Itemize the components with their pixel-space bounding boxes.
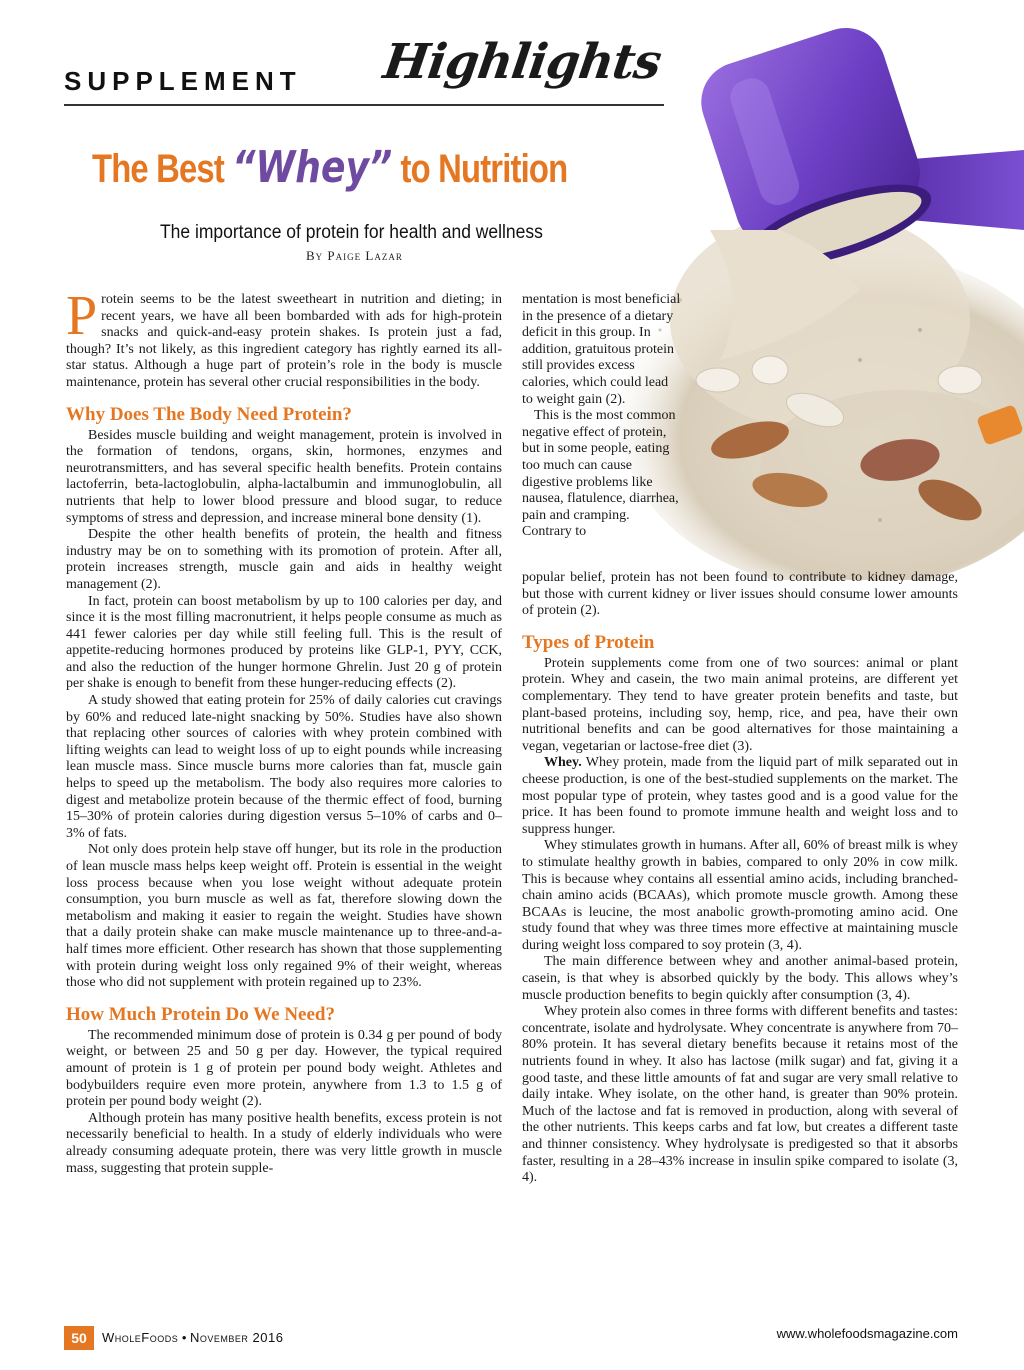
- paragraph: Whey stimulates growth in humans. After all, 60% of breast milk is whey to stimulate healthy growth in babies, compared to only 20% in cow milk. This is because whey contains all essential amino acids, including branched-chain amino acids (BCAAs), which promote muscle growth. Among these BCAAs is leucine, the most anabolic growth-promoting amino acid. One study found that whey was three times more effective at maintaining muscle during weight loss compared to soy protein (3, 4).: [522, 838, 958, 953]
- page-number: 50: [64, 1326, 94, 1350]
- paragraph: This is the most common negative effect of protein, but in some people, eating too much can cause digestive problems like nausea, flatulence, diarrhea, pain and cramping. Contrary to: [522, 408, 679, 540]
- magazine-name: WholeFoods: [102, 1330, 179, 1345]
- byline: By Paige Lazar: [306, 248, 403, 263]
- paragraph: Whey protein also comes in three forms with different benefits and tastes: concentrate, isolate and hydrolysate. Whey concentrate is anywhere from 70–80% protein. It has several dietary benefits because it retains most of the nutrients found in whey. It also has lactose (milk sugar) and fat, giving it a good taste, and these little amounts of fat and sugar are very small relative to daily intake. Whey isolate, on the other hand, is greater than 90% protein. Much of the lactose and fat is removed in production, along with several of the other nutrients. This keeps carbs and fat low, but creates a different taste and thinner consistency. Whey hydrolysate is predigested so that it absorbs faster, resulting in a 28–43% increase in insulin spike compared to isolate (3, 4).: [522, 1004, 958, 1186]
- paragraph-whey: Whey. Whey protein, made from the liquid part of milk separated out in cheese production, is one of the best-studied supplements on the market. The most popular type of protein, whey tastes good and is a good value for the price. It has been found to promote immune health and weight loss and to suppress hunger.: [522, 755, 958, 837]
- paragraph: The recommended minimum dose of protein is 0.34 g per pound of body weight, or between 25 and 50 g per day. However, the typical required amount of protein is 1 g of protein per pound body weight. Athletes and bodybuilders require even more protein, anywhere from 1.3 to 1.5 g of protein per pound body weight (2).: [66, 1027, 502, 1110]
- whey-lead: Whey.: [544, 755, 582, 771]
- title-part-before: The Best: [92, 147, 233, 191]
- intro-paragraph: Protein seems to be the latest sweetheart in nutrition and dieting; in recent years, we have all been bombarded with ads for high-protein snacks and quick-and-easy protein shakes. Is protein just a fad, though? It’s not likely, as this ingredient category has rightly earned its all-star status. Although a huge part of protein’s role in the body is muscle maintenance, protein has several other crucial responsibilities in the body.: [66, 285, 502, 390]
- footer-magazine: [102, 1330, 283, 1345]
- paragraph: Besides muscle building and weight management, protein is involved in the formation of tendons, organs, skin, hormones, enzymes and neurotransmitters, and has several specific health benefits. Protein contains lactoferrin, beta-lactoglobulin, alpha-lactalbumin and immunoglobulin, all nutrients that help to lower blood pressure and blood sugar, to reduce symptoms of stress and depression, and increase mineral bone density (1).: [66, 427, 502, 526]
- title-highlight: “Whey”: [232, 142, 393, 193]
- heading-types-of-protein: Types of Protein: [522, 631, 655, 653]
- heading-why-need-protein: Why Does The Body Need Protein?: [66, 403, 352, 425]
- paragraph: popular belief, protein has not been found to contribute to kidney damage, but those with current kidney or liver issues should consume lower amounts of protein (2).: [522, 570, 958, 619]
- drop-cap: P: [66, 285, 98, 347]
- header-divider: [64, 104, 664, 106]
- footer-url[interactable]: www.wholefoodsmagazine.com: [776, 1326, 958, 1341]
- issue-date: November 2016: [190, 1330, 284, 1345]
- right-column-narrow: [522, 292, 682, 541]
- paragraph: Although protein has many positive health benefits, excess protein is not necessarily beneficial to health. In a study of elderly individuals who were already consuming adequate protein, there was very little growth in muscle mass, suggesting that protein supple-: [66, 1110, 502, 1176]
- paragraph: In fact, protein can boost metabolism by up to 100 calories per day, and since it is the most filling macronutrient, it helps people consume as much as 441 fewer calories per day while still feeling full. This is the result of appetite-reducing hormones produced by proteins like GLP-1, PYY, CCK, and also the reduction of the hunger hormone Ghrelin. Just 20 g of protein per shake is enough to benefit from these hunger-reducing effects (2).: [66, 593, 502, 692]
- paragraph: mentation is most beneficial in the presence of a dietary deficit in this group. In addition, gratuitous protein still provides excess calories, which could lead to weight gain (2).: [522, 292, 681, 407]
- paragraph: The main difference between whey and another animal-based protein, casein, is that whey is absorbed quickly by the body. This allows whey’s muscle production benefits to begin quickly after consumption (3, 4).: [522, 954, 958, 1003]
- heading-how-much-protein: How Much Protein Do We Need?: [66, 1003, 335, 1025]
- article-title: [92, 142, 567, 193]
- paragraph: A study showed that eating protein for 25% of daily calories cut cravings by 60% and reduced late-night snacking by 50%. Studies have also shown that replacing other sources of calories with whey protein combined with lifting weights can lead to weight loss of up to eight pounds while increasing lean muscle mass. Since muscle burns more calories than fat, muscle gain helps to speed up the metabolism. The body also requires more calories to digest and metabolize protein because of the thermic effect of food, burning 15–30% of protein calories during digestion versus 5–10% of carbs and 0–3% of fats.: [66, 693, 502, 841]
- left-column: [66, 285, 502, 1177]
- title-part-after: to Nutrition: [392, 147, 568, 191]
- paragraph: Despite the other health benefits of protein, the health and fitness industry may be on to something with its promotion of protein. After all, protein increases strength, muscle gain and aids in healthy weight management (2).: [66, 527, 502, 592]
- paragraph: Protein supplements come from one of two sources: animal or plant protein. Whey and casein, the two main animal proteins, are different yet complementary. They tend to have greater protein benefits and taste, but plant-based proteins, including soy, hemp, rice, and pea, have their own nutritional benefits and can be good alternatives for those maintaining a vegan, vegetarian or lactose-free diet (3).: [522, 655, 958, 754]
- paragraph: Not only does protein help stave off hunger, but its role in the production of lean muscle mass helps keep weight off. Protein is essential in the weight loss process because when you lose weight without adequate protein consumption, you burn muscle as well as fat, therefore slowing down the metabolism and making it easier to regain the weight. Studies have shown that a daily protein shake can make muscle maintenance up to three-and-a-half times more efficient. Other research has shown that those supplementing with protein during weight loss only regained 9% of their weight, whereas those who did not supplement with protein regained up to 23%.: [66, 842, 502, 991]
- footer-separator: •: [178, 1330, 191, 1345]
- section-script-title: Highlights: [380, 34, 665, 90]
- right-column: [522, 570, 958, 1187]
- section-label: SUPPLEMENT: [64, 66, 302, 96]
- article-subtitle: The importance of protein for health and wellness: [160, 222, 543, 243]
